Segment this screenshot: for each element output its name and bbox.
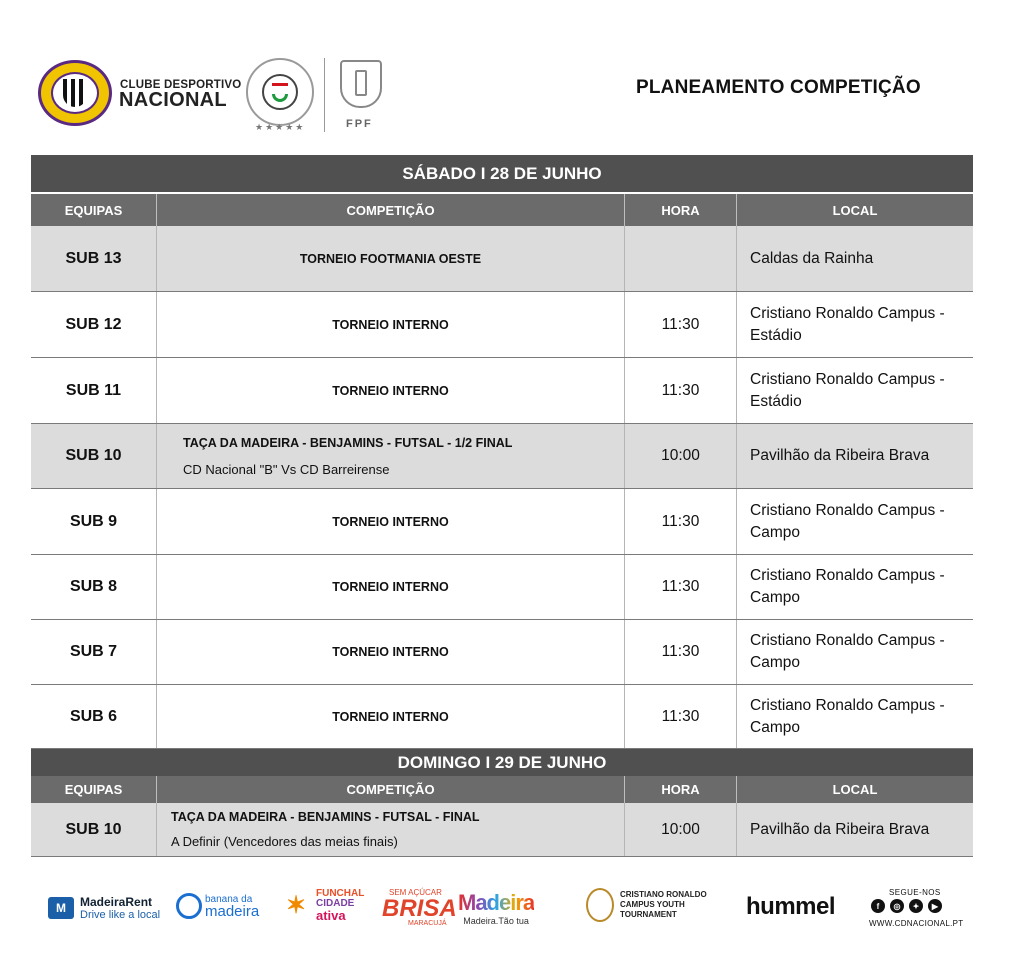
banana-icon bbox=[176, 893, 202, 919]
team-cell: SUB 6 bbox=[31, 685, 157, 748]
youtube-icon[interactable]: ▶ bbox=[928, 899, 942, 913]
hour-cell: 11:30 bbox=[625, 358, 737, 423]
table-row bbox=[31, 555, 973, 620]
column-team: EQUIPAS bbox=[31, 776, 157, 803]
team-cell: SUB 7 bbox=[31, 620, 157, 684]
club-crest-logo bbox=[38, 60, 112, 126]
facebook-icon[interactable]: f bbox=[871, 899, 885, 913]
club-name-line2: NACIONAL bbox=[119, 89, 227, 111]
club-name-line1: CLUBE DESPORTIVO bbox=[120, 79, 242, 91]
madeira-logo: Madeira Madeira.Tão tua bbox=[458, 890, 535, 926]
fpf-shield-logo bbox=[340, 60, 382, 108]
competition-cell bbox=[157, 489, 625, 554]
competition-name: TAÇA DA MADEIRA - BENJAMINS - FUTSAL - 1/2 FINAL bbox=[183, 435, 513, 450]
trophy-icon bbox=[586, 888, 614, 922]
competition-cell bbox=[157, 226, 625, 291]
table-row bbox=[31, 226, 973, 292]
competition-name: TORNEIO INTERNO bbox=[332, 645, 449, 659]
competition-name: TORNEIO FOOTMANIA OESTE bbox=[299, 251, 482, 266]
brisa-logo: BRISA bbox=[382, 895, 457, 922]
saturday-band: SÁBADO I 28 DE JUNHO bbox=[31, 155, 973, 192]
follow-label: SEGUE-NOS bbox=[889, 888, 941, 897]
table-row bbox=[31, 424, 973, 489]
competition-cell bbox=[157, 358, 625, 423]
local-cell: Cristiano Ronaldo Campus - Campo bbox=[750, 501, 945, 541]
team-cell: SUB 11 bbox=[31, 358, 157, 423]
competition-name: TORNEIO INTERNO bbox=[332, 709, 449, 724]
competition-name: TAÇA DA MADEIRA - BENJAMINS - FUTSAL - FINAL bbox=[171, 810, 480, 824]
table-row bbox=[31, 292, 973, 358]
sunday-column-headers bbox=[31, 776, 973, 803]
fpf-label: FPF bbox=[346, 118, 373, 130]
column-local: LOCAL bbox=[737, 194, 973, 226]
website-url[interactable]: WWW.CDNACIONAL.PT bbox=[869, 919, 964, 928]
funchal-cidade-ativa-logo: ✶ FUNCHAL CIDADE ativa bbox=[286, 888, 365, 923]
competition-cell bbox=[157, 685, 625, 748]
team-cell: SUB 13 bbox=[31, 226, 157, 291]
table-row bbox=[31, 358, 973, 424]
local-cell: Cristiano Ronaldo Campus - Campo bbox=[750, 696, 945, 736]
social-icons bbox=[871, 899, 942, 913]
column-competition: COMPETIÇÃO bbox=[157, 776, 625, 803]
brisa-bottom-label: MARACUJÁ bbox=[408, 920, 447, 927]
competition-cell bbox=[157, 803, 625, 856]
certification-stars: ★★★★★ bbox=[255, 122, 306, 132]
cristiano-ronaldo-campus-logo: CRISTIANO RONALDO CAMPUS YOUTH TOURNAMENT bbox=[586, 888, 730, 922]
page-title: PLANEAMENTO COMPETIÇÃO bbox=[636, 77, 921, 98]
competition-name: TORNEIO INTERNO bbox=[332, 514, 449, 529]
table-row bbox=[31, 620, 973, 685]
sunday-band: DOMINGO I 29 DE JUNHO bbox=[31, 749, 973, 776]
local-cell: Pavilhão da Ribeira Brava bbox=[737, 803, 973, 856]
competition-name: TORNEIO INTERNO bbox=[332, 383, 449, 398]
hour-cell: 10:00 bbox=[625, 803, 737, 856]
hour-cell: 11:30 bbox=[625, 685, 737, 748]
local-cell: Caldas da Rainha bbox=[737, 226, 973, 291]
competition-name: TORNEIO INTERNO bbox=[332, 580, 449, 594]
competition-cell bbox=[157, 292, 625, 357]
table-row bbox=[31, 685, 973, 749]
table-row bbox=[31, 489, 973, 555]
team-cell: SUB 12 bbox=[31, 292, 157, 357]
team-cell: SUB 10 bbox=[31, 803, 157, 856]
hour-cell bbox=[625, 226, 737, 291]
instagram-icon[interactable]: ◎ bbox=[890, 899, 904, 913]
team-cell: SUB 9 bbox=[31, 489, 157, 554]
madeirarent-logo: M MadeiraRent Drive like a local bbox=[48, 895, 160, 921]
madeirarent-icon: M bbox=[48, 897, 74, 919]
local-cell: Pavilhão da Ribeira Brava bbox=[737, 424, 973, 488]
banana-madeira-logo: banana da madeira bbox=[176, 893, 259, 919]
competition-cell bbox=[157, 555, 625, 619]
hour-cell: 10:00 bbox=[625, 424, 737, 488]
column-team: EQUIPAS bbox=[31, 194, 157, 226]
runner-icon: ✶ bbox=[286, 891, 307, 919]
local-cell: Cristiano Ronaldo Campus - Estádio bbox=[750, 304, 945, 344]
column-competition: COMPETIÇÃO bbox=[157, 194, 625, 226]
match-detail: A Definir (Vencedores das meias finais) bbox=[171, 834, 398, 849]
local-cell: Cristiano Ronaldo Campus - Estádio bbox=[750, 370, 945, 410]
table-row bbox=[31, 803, 973, 857]
hour-cell: 11:30 bbox=[625, 620, 737, 684]
competition-cell bbox=[157, 424, 625, 488]
twitter-icon[interactable]: ✦ bbox=[909, 899, 923, 913]
saturday-column-headers bbox=[31, 194, 973, 226]
certification-seal-logo bbox=[246, 58, 314, 126]
hour-cell: 11:30 bbox=[625, 555, 737, 619]
column-local: LOCAL bbox=[737, 776, 973, 803]
competition-cell bbox=[157, 620, 625, 684]
hour-cell: 11:30 bbox=[625, 489, 737, 554]
brisa-top-label: SEM AÇÚCAR bbox=[389, 888, 442, 897]
column-hour: HORA bbox=[625, 776, 737, 803]
team-cell: SUB 10 bbox=[31, 424, 157, 488]
logo-divider bbox=[324, 58, 325, 132]
competition-name: TORNEIO INTERNO bbox=[332, 317, 449, 332]
document-header bbox=[0, 0, 1024, 150]
hummel-logo: hummel bbox=[746, 893, 836, 920]
match-detail: CD Nacional "B" Vs CD Barreirense bbox=[183, 461, 390, 477]
local-cell: Cristiano Ronaldo Campus - Campo bbox=[750, 632, 945, 671]
column-hour: HORA bbox=[625, 194, 737, 226]
hour-cell: 11:30 bbox=[625, 292, 737, 357]
local-cell: Cristiano Ronaldo Campus - Campo bbox=[750, 567, 945, 606]
team-cell: SUB 8 bbox=[31, 555, 157, 619]
